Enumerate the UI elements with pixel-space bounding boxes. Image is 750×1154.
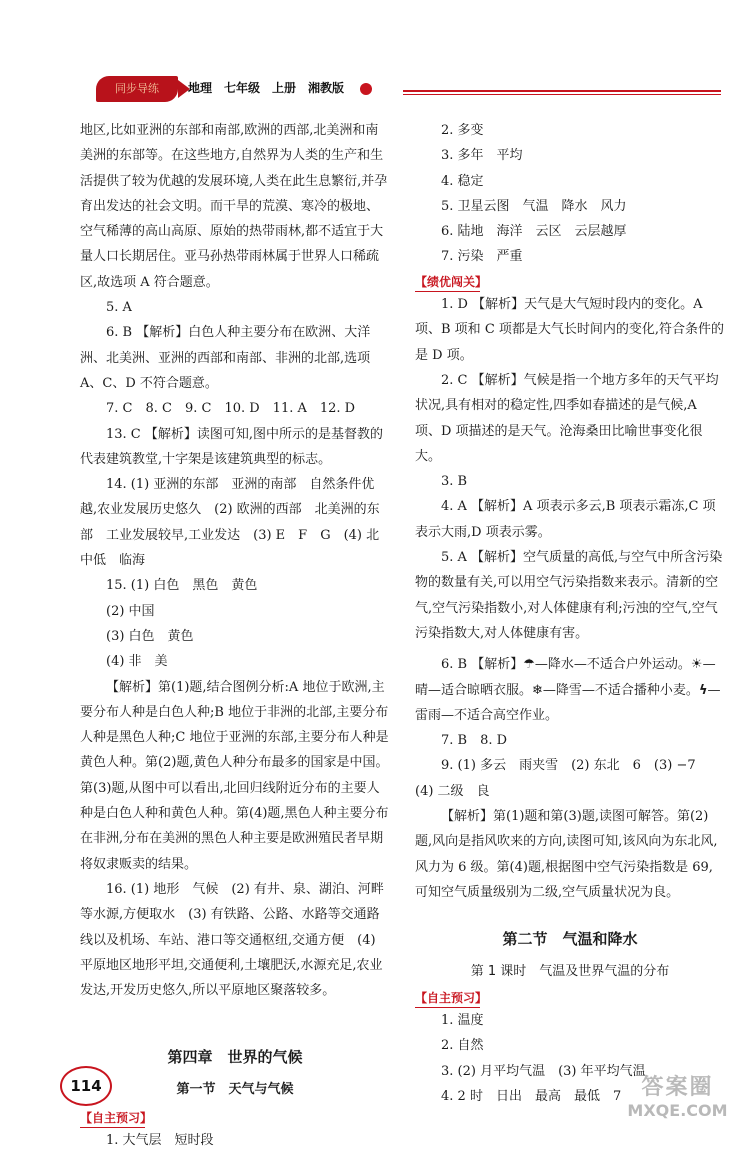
- preview-b-1: 1. 温度: [441, 1013, 484, 1029]
- page-number: 114: [60, 1066, 112, 1106]
- preview-1: 1. 大气层 短时段: [106, 1133, 214, 1149]
- preview-b-2: 2. 自然: [441, 1038, 484, 1054]
- right-column: [415, 118, 725, 1109]
- answer-14: 14. (1) 亚洲的东部 亚洲的南部 自然条件优越,农业发展历史悠久 (2) 欧洲的西部 北美洲的东部 工业发展较早,工业发达 (3) E F G (4) 北 中低 临海: [80, 477, 393, 569]
- answer-paragraph: 地区,比如亚洲的东部和南部,欧洲的西部,北美洲和南美洲的东部等。在这些地方,自然界为人类的生产和生活提供了较为优越的发展环境,人类在此生息繁衍,并孕育出发达的社会文明。而干旱的荒漠、寒冷的极地、空气稀薄的高山高原、原始的热带雨林,都不适宜于大量人口长期居住。亚马孙热带雨林属于世界人口稀疏区,故选项 A 符合题意。: [80, 123, 388, 290]
- preview-3: 3. 多年 平均: [441, 148, 523, 164]
- answer-15-1: 15. (1) 白色 黑色 黄色: [106, 578, 258, 594]
- answer-7-12: 7. C 8. C 9. C 10. D 11. A 12. D: [106, 401, 356, 417]
- answer-6: 6. B 【解析】白色人种主要分布在欧洲、大洋洲、北美洲、亚洲的西部和南部、非洲的北部,选项 A、C、D 不符合题意。: [80, 325, 371, 391]
- sun-icon: ☀: [690, 657, 703, 673]
- challenge-6: [415, 652, 725, 728]
- header-rule-thin: [403, 94, 721, 95]
- preview-b-4: 4. 2 时 日出 最高 最低 7: [441, 1088, 622, 1104]
- challenge-6-sun: —晴—适合晾晒衣服。: [415, 657, 716, 698]
- answer-15-4: (4) 非 美: [106, 654, 168, 670]
- challenge-6-lead: 6. B 【解析】: [441, 657, 524, 673]
- preview-5: 5. 卫星云图 气温 降水 风力: [441, 198, 627, 214]
- dot-icon: [360, 83, 372, 95]
- challenge-3: 3. B: [441, 474, 468, 490]
- answer-15-explanation: 【解析】第(1)题,结合图例分析:A 地位于欧洲,主要分布人种是白色人种;B 地位于非洲的北部,主要分布人种是黑色人种;C 地位于亚洲的东部,主要分布人种是黄色人种。第(2)题,黄色人种分布最多的国家是中国。第(3)题,从图中可以看出,北回归线附近分布的主要人种是白色人种和黄色人种。第(4)题,黑色人种主要分布在非洲,分布在美洲的黑色人种主要是欧洲殖民者早期将奴隶贩卖的结果。: [80, 679, 389, 872]
- answer-15-3: (3) 白色 黄色: [106, 628, 194, 644]
- preview-b-3: 3. (2) 月平均气温 (3) 年平均气温: [441, 1063, 646, 1079]
- lesson-title: 第 1 课时 气温及世界气温的分布: [470, 963, 670, 979]
- answer-16: 16. (1) 地形 气候 (2) 有井、泉、湖泊、河畔等水源,方便取水 (3) 有铁路、公路、水路等交通路线以及机场、车站、港口等交通枢纽,交通方便 (4) 平原地区地形平坦,交通便利,土壤肥沃,水源充足,农业发达,开发历史悠久,所以平原地区聚落较多。: [80, 881, 384, 999]
- challenge-5: 5. A 【解析】空气质量的高低,与空气中所含污染物的数量有关,可以用空气污染指数来表示。清新的空气,空气污染指数小,对人体健康有利;污浊的空气,空气污染指数大,对人体健康有害。: [415, 550, 723, 641]
- challenge-4: 4. A 【解析】A 项表示多云,B 项表示霜冻,C 项表示大雨,D 项表示雾。: [415, 499, 716, 540]
- challenge-2: 2. C 【解析】气候是指一个地方多年的天气平均状况,具有相对的稳定性,四季如春描述的是气候,A 项、D 项描述的是天气。沧海桑田比喻世事变化很大。: [415, 372, 719, 464]
- answer-5: 5. A: [106, 300, 132, 316]
- rain-cloud-icon: ☂: [523, 657, 535, 673]
- book-info: 地理 七年级 上册 湘教版: [188, 81, 345, 95]
- label-preview: 【自主预习】: [80, 1110, 153, 1125]
- answer-15-2: (2) 中国: [106, 603, 155, 619]
- challenge-6-snow: —降雪—不适合播种小麦。: [542, 682, 699, 698]
- preview-6: 6. 陆地 海洋 云区 云层越厚: [441, 224, 627, 240]
- lightning-icon: ϟ: [698, 682, 708, 698]
- challenge-6-rain: —降水—不适合户外运动。: [534, 657, 691, 673]
- section-title: 第一节 天气与气候: [176, 1081, 294, 1097]
- page-header: [78, 70, 718, 110]
- watermark-logo: 答案圈: [641, 1075, 714, 1100]
- label-challenge: 【绩优闯关】: [415, 274, 488, 289]
- series-tag: 同步导练: [96, 76, 178, 102]
- challenge-7-8: 7. B 8. D: [441, 733, 508, 749]
- preview-2: 2. 多变: [441, 123, 484, 138]
- challenge-6-thunder: —雷雨—不适合高空作业。: [415, 682, 721, 723]
- answer-13: 13. C 【解析】读图可知,图中所示的是基督教的代表建筑教堂,十字架是该建筑典型的标志。: [80, 426, 384, 467]
- challenge-9-explanation: 【解析】第(1)题和第(3)题,读图可解答。第(2)题,风向是指风吹来的方向,读图可知,该风向为东北风,风力为 6 级。第(4)题,根据图中空气污染指数是 69,可知空气质量级别为二级,空气质量状况为良。: [415, 809, 718, 900]
- preview-7: 7. 污染 严重: [441, 249, 523, 265]
- header-rule: [403, 90, 721, 92]
- watermark: [615, 1070, 740, 1120]
- challenge-9: 9. (1) 多云 雨夹雪 (2) 东北 6 (3) −7 (4) 二级 良: [415, 758, 709, 799]
- challenge-1: 1. D 【解析】天气是大气短时段内的变化。A 项、B 项和 C 项都是大气长时间内的变化,符合条件的是 D 项。: [415, 297, 725, 363]
- snow-icon: ❄: [532, 682, 543, 698]
- left-column: [80, 118, 393, 1154]
- section-2-title: 第二节 气温和降水: [502, 930, 638, 949]
- preview-4: 4. 稳定: [441, 173, 484, 189]
- watermark-url: MXQE.COM: [627, 1101, 728, 1120]
- label-preview-2: 【自主预习】: [415, 990, 488, 1005]
- chapter-title: 第四章 世界的气候: [167, 1048, 303, 1067]
